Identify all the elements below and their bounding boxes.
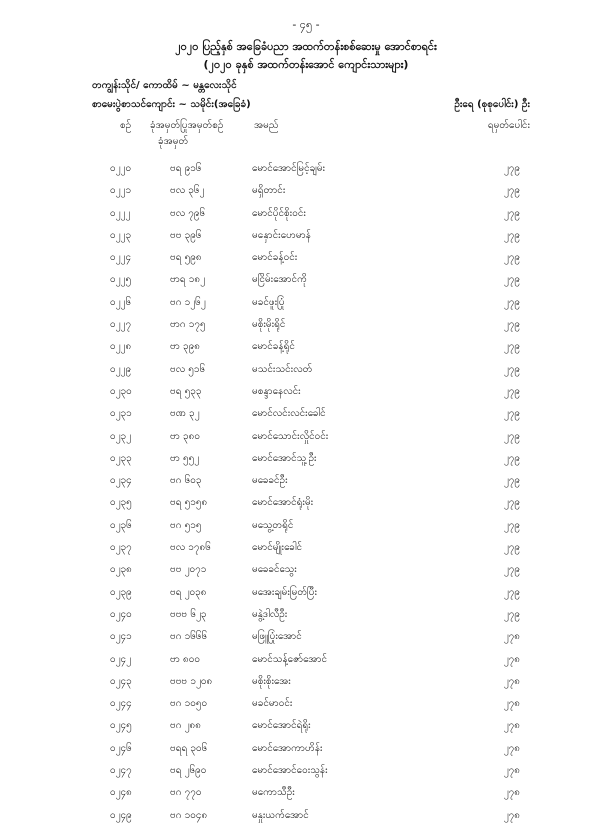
row-marks: ၂၇၉	[503, 497, 520, 509]
row-name: မနှုးယက်အောင်	[252, 809, 309, 821]
row-name: မခေခင်ဦး	[252, 475, 288, 487]
row-name: မောင်အောင်မြင့်ချမ်း	[252, 163, 326, 174]
row-serial: ၀၂၄၄	[110, 698, 132, 710]
table-row	[0, 625, 612, 647]
row-candidate-no: ဗာ ၃၈၀	[170, 430, 200, 442]
row-name: မောင်လင်းလင်းခေါင်	[252, 408, 326, 420]
row-marks: ၂၇၉	[503, 542, 520, 554]
row-marks: ၂၇၈	[503, 765, 520, 777]
row-candidate-no: ဗရ ၂၆၉၀	[170, 765, 207, 777]
row-candidate-no: ဗာရ ၁၈၂	[170, 274, 205, 286]
table-row	[0, 491, 612, 513]
row-marks: ၂၇၈	[503, 809, 520, 821]
row-candidate-no: ဗရရ ၃၀၆	[170, 742, 208, 754]
row-serial: ၀၂၄၇	[110, 765, 132, 777]
row-name: မစိုးစိုးအေး	[252, 675, 291, 687]
row-candidate-no: ဗလ ၃၆၂	[170, 185, 205, 197]
row-candidate-no: ဗရ ၂၀၃၈	[170, 586, 207, 598]
table-row	[0, 469, 612, 491]
row-name: မောင်သန့်ဇော်အောင်	[252, 653, 328, 665]
row-candidate-no: ဗဂ ၁၆၆၆	[170, 631, 208, 643]
school-label: စာမေးပွဲစာသင်ကျောင်း ~ သမိုင်း(အခြေခံ)	[92, 99, 251, 110]
row-candidate-no: ဗဗ ၂၀၇၁	[170, 564, 207, 576]
column-header-serial: စဉ်	[120, 120, 132, 131]
row-candidate-no: ဗရ ၅၁၅၈	[170, 497, 208, 509]
table-row	[0, 603, 612, 625]
row-name: မောင်သောင်းလှိုင်ဝင်း	[252, 430, 329, 442]
table-row	[0, 425, 612, 447]
row-name: မောင်အောင်သူ့ဦး	[252, 452, 317, 464]
row-name: မခင်ဖူးပြုံ	[252, 296, 285, 308]
total-label: ဦးရေ (စုစုပေါင်း) ဦး	[454, 99, 530, 110]
row-serial: ၀၂၂၄	[110, 252, 132, 264]
row-serial: ၀၂၂၂	[110, 207, 131, 219]
table-row	[0, 514, 612, 536]
row-candidate-no: ဗာ ၈၀၀	[170, 653, 200, 665]
row-serial: ၀၂၃၈	[110, 564, 132, 576]
region-label: တကျွန်းသိုင်/ ကောထိမ် ~ မန္တလေးသိုင်	[92, 80, 237, 91]
row-serial: ၀၂၃၃	[110, 452, 132, 464]
table-row	[0, 179, 612, 201]
row-name: မောင်အောင်ရဲရိုး	[252, 720, 311, 732]
row-marks: ၂၇၉	[503, 475, 520, 487]
row-marks: ၂၇၉	[503, 363, 520, 375]
row-candidate-no: ဗာဂ ၁၇၅	[170, 319, 206, 331]
column-header-name: အမည်	[254, 120, 279, 131]
row-candidate-no: ဗရ ၅၃၃	[170, 385, 202, 397]
row-serial: ၀၂၂၃	[110, 229, 132, 241]
row-serial: ၀၂၃၅	[110, 497, 132, 509]
row-name: မစိုးမိုးရိုင်	[252, 319, 286, 331]
row-name: မနှောင်းဟေမာန်	[252, 229, 311, 241]
row-candidate-no: ဗဂ ၇၇၀	[170, 787, 202, 799]
row-candidate-no: ဗလ ၁၇၈၆	[170, 542, 211, 554]
row-marks: ၂၇၉	[503, 185, 520, 197]
row-name: မနွဲ့ဒါလီဦး	[252, 608, 288, 620]
row-marks: ၂၇၉	[503, 519, 520, 531]
row-name: မသင်းသင်းလတ်	[252, 363, 313, 375]
row-marks: ၂၇၉	[503, 163, 520, 174]
row-marks: ၂၇၈	[503, 698, 520, 710]
row-serial: ၀၂၃၉	[110, 586, 132, 598]
row-candidate-no: ဗာ ၃၉၈	[170, 341, 200, 353]
row-serial: ၀၂၂၉	[110, 363, 132, 375]
table-row	[0, 714, 612, 736]
table-row	[0, 648, 612, 670]
row-name: မောင်အောင်ရုံးမိုး	[252, 497, 314, 509]
row-marks: ၂၇၉	[503, 430, 520, 442]
row-serial: ၀၂၄၁	[110, 631, 132, 643]
row-candidate-no: ဗဂ ၆၀၃	[170, 475, 202, 487]
row-serial: ၀၂၄၈	[110, 787, 132, 799]
row-serial: ၀၂၃၀	[110, 385, 132, 397]
table-row	[0, 581, 612, 603]
row-serial: ၀၂၄၀	[110, 608, 132, 620]
row-candidate-no: ဗာ ၅၅၂	[170, 452, 200, 464]
row-marks: ၂၇၉	[503, 296, 520, 308]
row-candidate-no: ဗဗဗ ၆၂၃	[170, 608, 207, 620]
row-candidate-no: ဗလ ၇၉၆	[170, 207, 206, 219]
table-row	[0, 759, 612, 781]
row-serial: ၀၂၄၃	[110, 675, 132, 687]
row-candidate-no: ဗဂ ၁၀၅၀	[170, 698, 208, 710]
row-serial: ၀၂၂၅	[110, 274, 132, 286]
row-serial: ၀၂၂၇	[110, 319, 132, 331]
row-name: မစန္ဒာနေလင်း	[252, 385, 301, 397]
row-name: မောင်ခန့်ဝင်း	[252, 252, 298, 264]
row-candidate-no: ဗဂ ၂၈၈	[170, 720, 201, 732]
row-name: မအေးချမ်းမြတ်ပြီး	[252, 586, 317, 598]
row-marks: ၂၇၉	[503, 252, 520, 264]
column-header-marks: ရမှတ်ပေါင်း	[487, 120, 530, 131]
row-marks: ၂၇၉	[503, 385, 520, 397]
table-row	[0, 670, 612, 692]
row-serial: ၀၂၃၂	[110, 430, 132, 442]
row-marks: ၂၇၈	[503, 653, 520, 665]
row-candidate-no: ဗဗဗ ၁၂၀၈	[170, 675, 213, 687]
row-candidate-no: ဗဂ ၁၂၆၂	[170, 296, 206, 308]
row-serial: ၀၂၃၄	[110, 475, 132, 487]
row-name: မရှိတာင်း	[252, 185, 286, 197]
results-list	[0, 157, 612, 826]
row-name: မောင်ခန့်ရိုင်	[252, 341, 295, 353]
row-marks: ၂၇၉	[503, 408, 520, 420]
row-marks: ၂၇၉	[503, 608, 520, 620]
row-candidate-no: ဗဏ ၃၂	[170, 408, 200, 420]
table-row	[0, 224, 612, 246]
table-row	[0, 268, 612, 290]
table-row	[0, 291, 612, 313]
row-marks: ၂၇၈	[503, 720, 520, 732]
row-serial: ၀၂၄၉	[110, 809, 132, 821]
row-name: မောင်ပိုင်စိုးဝင်း	[252, 207, 306, 219]
row-marks: ၂၇၉	[503, 586, 520, 598]
row-serial: ၀၂၂၈	[110, 341, 132, 353]
row-serial: ၀၂၃၁	[110, 408, 132, 420]
row-name: မောင်အောကာဟိန်း	[252, 742, 323, 754]
row-name: မခေခင်သွေး	[252, 564, 297, 576]
column-header-candidate: ခုံအမှတ်ပြုအမှတ်စဉ်	[150, 120, 224, 131]
row-marks: ၂၇၈	[503, 787, 520, 799]
table-row	[0, 380, 612, 402]
table-row	[0, 313, 612, 335]
document-subtitle: (၂၀၂၀ ခုနှစ် အထက်တန်းအောင် ကျောင်းသားများ)	[203, 58, 409, 71]
row-marks: ၂၇၉	[503, 319, 520, 331]
table-row	[0, 737, 612, 759]
row-serial: ၀၂၃၆	[110, 519, 132, 531]
row-name: မောင်အောင်ဝေးသွန်း	[252, 765, 328, 777]
row-marks: ၂၇၉	[503, 207, 520, 219]
row-name: မခင်မာဝင်း	[252, 698, 293, 710]
row-serial: ၀၂၃၇	[110, 542, 132, 554]
table-row	[0, 335, 612, 357]
table-row	[0, 804, 612, 826]
row-marks: ၂၇၉	[503, 229, 520, 241]
row-marks: ၂၇၉	[503, 452, 520, 464]
row-marks: ၂၇၉	[503, 564, 520, 576]
row-name: မဖြူပြုံးအောင်	[252, 631, 302, 643]
row-candidate-no: ဗရ ၅၉၈	[170, 252, 202, 264]
row-marks: ၂၇၈	[503, 631, 520, 643]
table-row	[0, 447, 612, 469]
table-row	[0, 202, 612, 224]
row-name: မငြိမ်းအောင်ကို	[252, 274, 307, 286]
table-row	[0, 558, 612, 580]
row-serial: ၀၂၄၂	[110, 653, 132, 665]
table-row	[0, 157, 612, 179]
row-marks: ၂၇၉	[503, 274, 520, 286]
column-header-candidate-sub: ခုံအမှတ်	[158, 136, 189, 147]
page-number: - ၄၅ -	[292, 18, 320, 31]
document-title: ၂၀၂၀ ပြည့်နှစ် အခြေခံပညာ အထက်တန်းစစ်ဆေးမှု အောင်စာရင်း	[175, 40, 437, 53]
row-serial: ၀၂၂၁	[110, 185, 132, 197]
row-name: မောင်မျိုးခေါင်	[252, 542, 303, 554]
table-row	[0, 358, 612, 380]
row-serial: ၀၂၂၀	[110, 163, 132, 174]
row-marks: ၂၇၉	[503, 341, 520, 353]
row-candidate-no: ဗဗ ၃၉၆	[170, 229, 202, 241]
row-serial: ၀၂၄၆	[110, 742, 132, 754]
table-row	[0, 536, 612, 558]
row-marks: ၂၇၈	[503, 675, 520, 687]
row-serial: ၀၂၄၅	[110, 720, 132, 732]
table-row	[0, 402, 612, 424]
row-name: မသွေ့တရိုင်	[252, 519, 294, 531]
table-row	[0, 692, 612, 714]
table-row	[0, 246, 612, 268]
row-marks: ၂၇၈	[503, 742, 520, 754]
row-serial: ၀၂၂၆	[110, 296, 132, 308]
row-candidate-no: ဗလ ၅၁၆	[170, 363, 206, 375]
row-candidate-no: ဗဂ ၅၁၅	[170, 519, 202, 531]
row-candidate-no: ဗရ ၉၁၆	[170, 163, 202, 174]
row-name: မကောသီဦး	[252, 787, 295, 799]
row-candidate-no: ဗဂ ၁၀၄၈	[170, 809, 208, 821]
table-row	[0, 781, 612, 803]
